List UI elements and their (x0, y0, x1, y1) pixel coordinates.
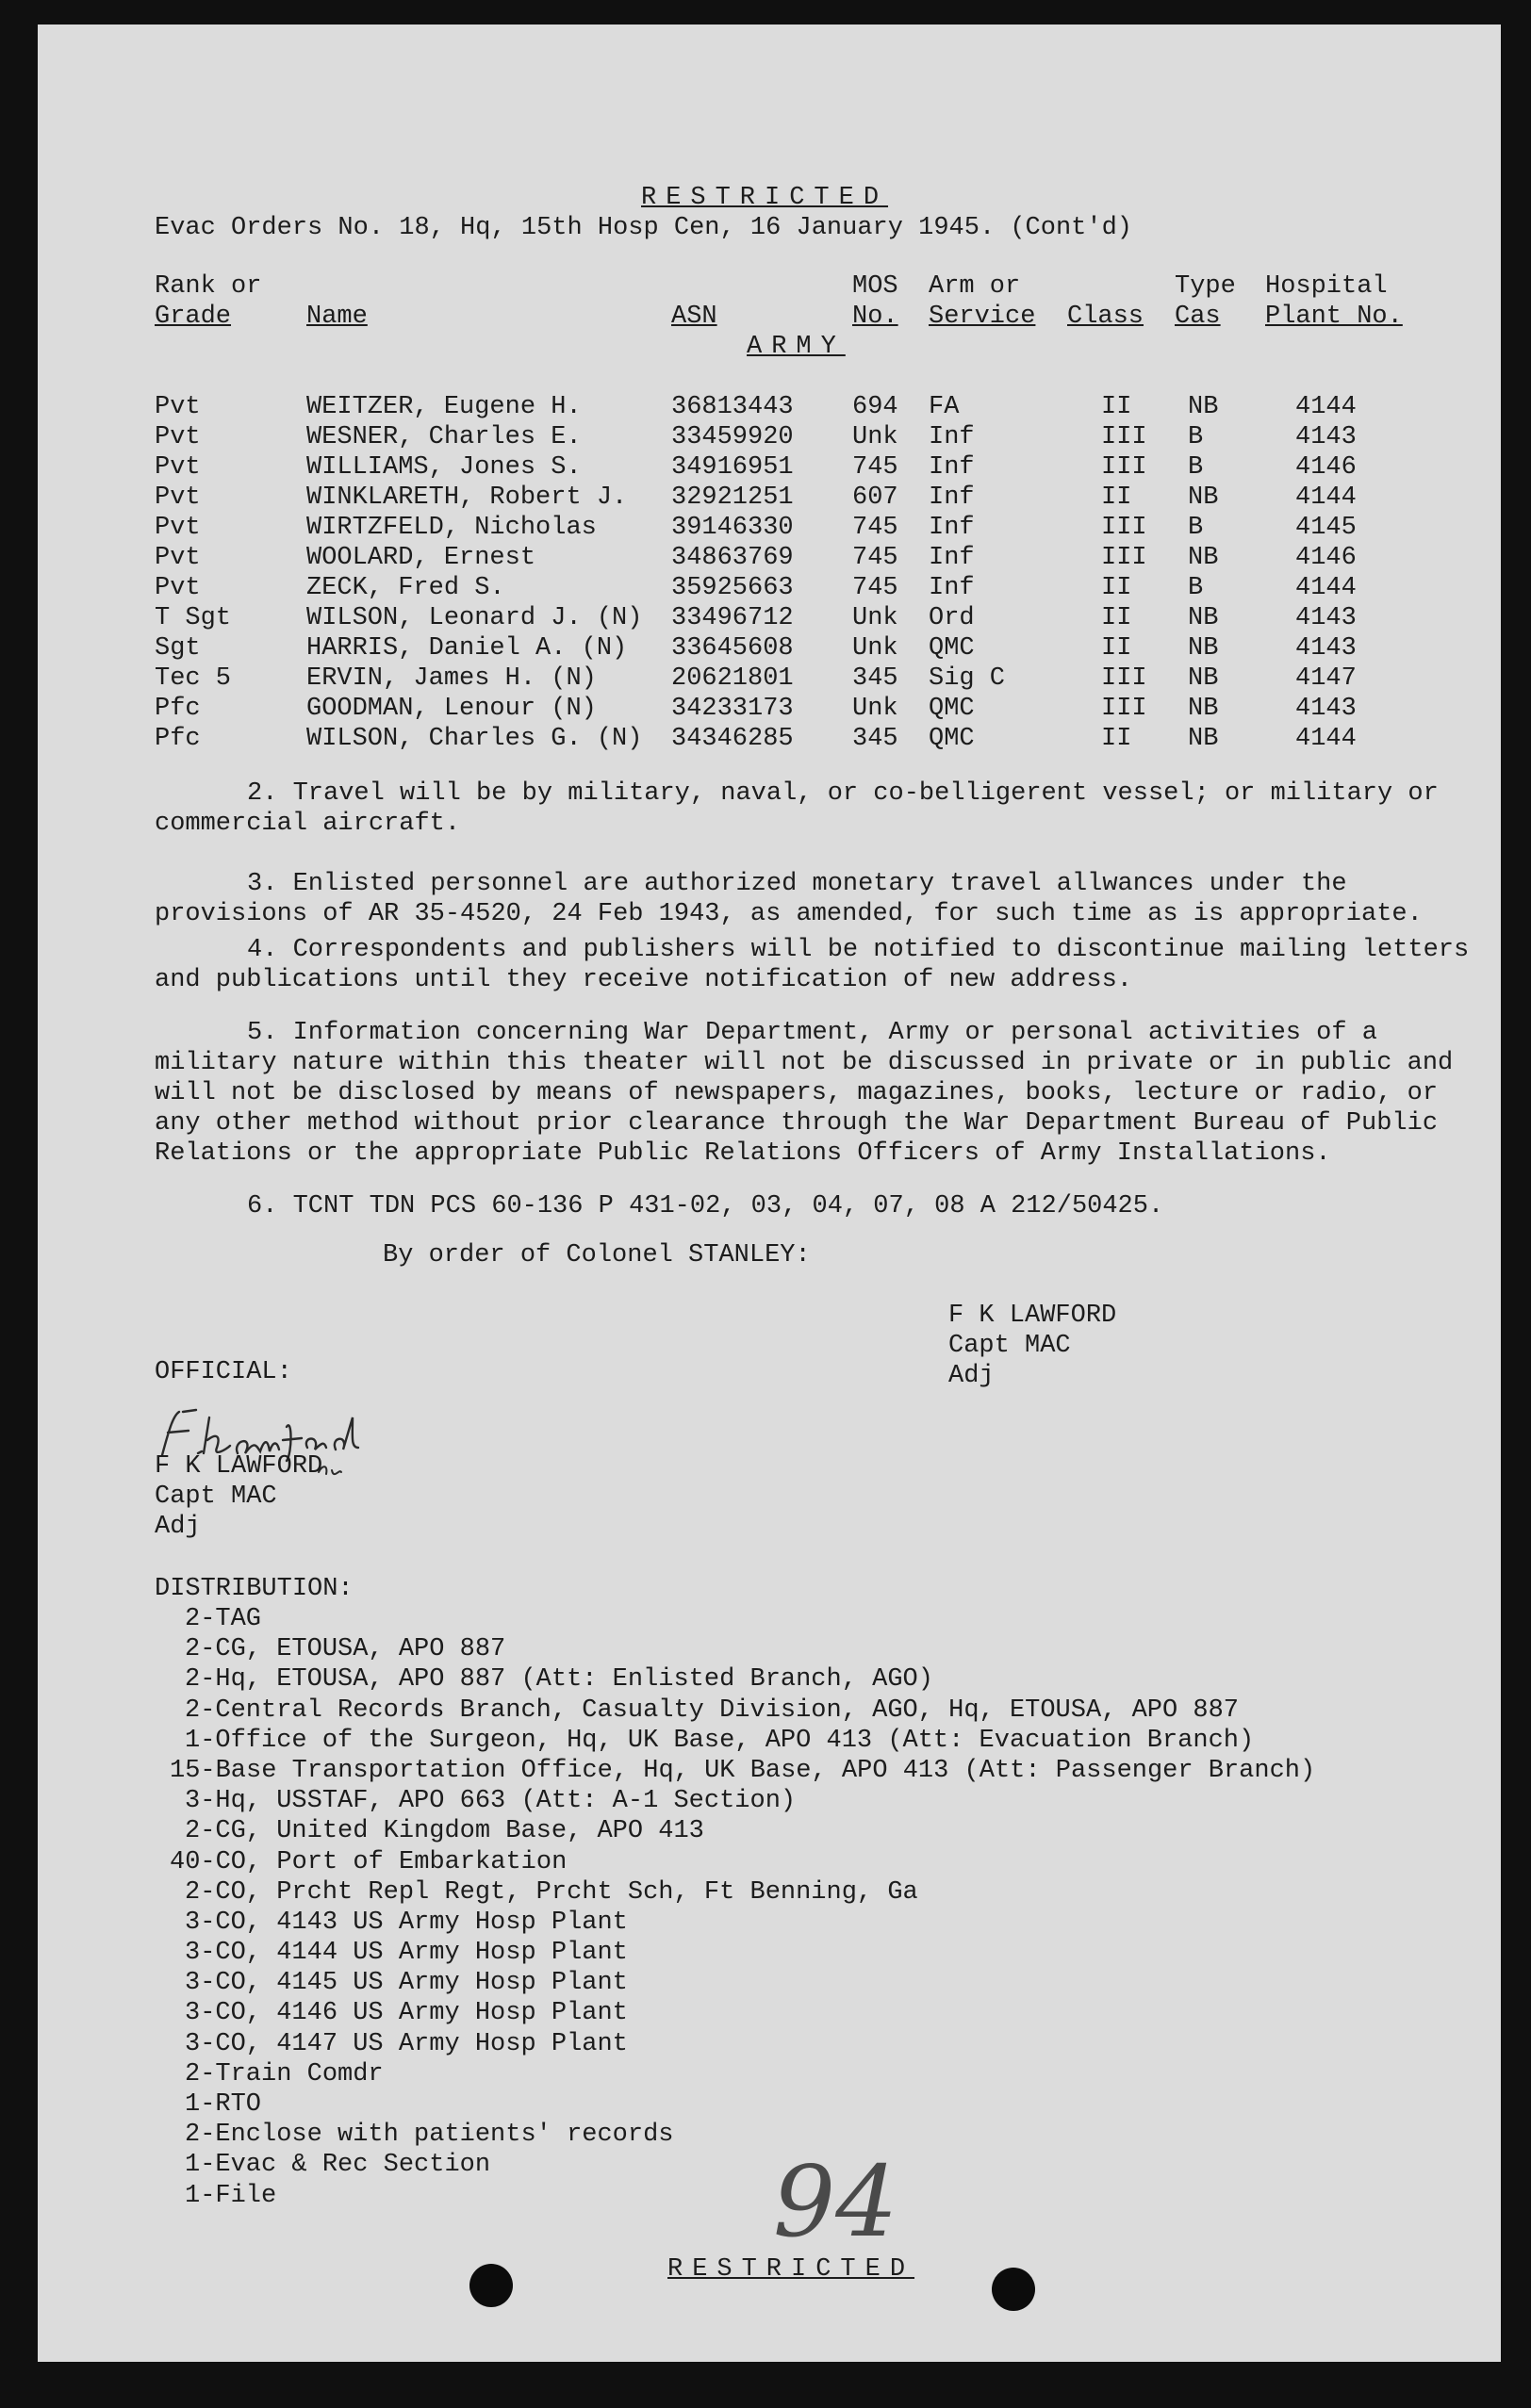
cell-type: B (1188, 574, 1204, 602)
distribution-item: 2-Hq, ETOUSA, APO 887 (Att: Enlisted Branch, AGO) (185, 1665, 933, 1695)
cell-mos: 745 (852, 453, 898, 482)
table-header-row1 (38, 271, 1501, 302)
cell-plant: 4147 (1295, 664, 1357, 693)
official-title: Adj (155, 1513, 201, 1541)
distribution-item: 3-CO, 4143 US Army Hosp Plant (185, 1908, 628, 1937)
cell-plant: 4144 (1295, 393, 1357, 421)
table-row (38, 694, 1501, 724)
distribution-item: 40-CO, Port of Embarkation (170, 1847, 568, 1876)
table-row (38, 724, 1501, 754)
cell-asn: 33459920 (671, 423, 794, 451)
signature-name: F K LAWFORD (948, 1302, 1117, 1330)
footer-classification: RESTRICTED (667, 2255, 915, 2284)
cell-asn: 33496712 (671, 604, 794, 632)
cell-asn: 39146330 (671, 514, 794, 542)
paragraph-5: 5. Information concerning War Department, Army or personal activities of a military nature within this theater will not be discussed in private or in public and will not be disclosed by means of newspapers, magazines, books, lecture or radio, or any other method without prior clearance through the War Department Bureau of Public Relations or the appropriate Public Relations Officers of Army Installations. (155, 1019, 1454, 1168)
cell-name: WILSON, Charles G. (N) (306, 725, 643, 753)
distribution-item: 3-CO, 4145 US Army Hosp Plant (185, 1969, 628, 1998)
cell-arm: Inf (929, 423, 975, 451)
cell-asn: 32921251 (671, 483, 794, 512)
cell-type: NB (1188, 664, 1219, 693)
cell-arm: FA (929, 393, 960, 421)
cell-name: WEITZER, Eugene H. (306, 393, 582, 421)
cell-arm: Inf (929, 574, 975, 602)
distribution-item: 1-Office of the Surgeon, Hq, UK Base, APO 413 (Att: Evacuation Branch) (185, 1726, 1255, 1755)
cell-rank: Pvt (155, 393, 201, 421)
header-cas: Cas (1175, 303, 1221, 331)
punch-hole-left (469, 2264, 513, 2307)
handwritten-page-number (773, 2151, 914, 2254)
cell-class: II (1101, 604, 1132, 632)
header-type: Type (1175, 272, 1236, 301)
cell-arm: Ord (929, 604, 975, 632)
cell-arm: QMC (929, 725, 975, 753)
cell-plant: 4144 (1295, 574, 1357, 602)
punch-hole-right (992, 2268, 1035, 2311)
cell-name: WILSON, Leonard J. (N) (306, 604, 643, 632)
cell-plant: 4146 (1295, 544, 1357, 572)
cell-mos: 745 (852, 544, 898, 572)
distribution-item: 2-Central Records Branch, Casualty Division, AGO, Hq, ETOUSA, APO 887 (185, 1695, 1239, 1725)
paragraph-6: 6. TCNT TDN PCS 60-136 P 431-02, 03, 04, 07, 08 A 212/50425. (247, 1192, 1164, 1220)
cell-mos: Unk (852, 634, 898, 663)
cell-class: III (1101, 695, 1147, 723)
cell-rank: Pvt (155, 453, 201, 482)
paragraph-3: 3. Enlisted personnel are authorized monetary travel allwances under the provisions of AR 35-4520, 24 Feb 1943, as amended, for such time as is appropriate. (155, 870, 1423, 928)
table-row (38, 573, 1501, 603)
cell-rank: Pvt (155, 514, 201, 542)
cell-mos: Unk (852, 604, 898, 632)
paragraph-2: 2. Travel will be by military, naval, or co-belligerent vessel; or military or commercial aircraft. (155, 779, 1439, 838)
table-row (38, 663, 1501, 694)
order-title: Evac Orders No. 18, Hq, 15th Hosp Cen, 16 January 1945. (Cont'd) (155, 214, 1132, 242)
cell-plant: 4145 (1295, 514, 1357, 542)
distribution-item: 1-RTO (185, 2090, 262, 2119)
cell-name: ZECK, Fred S. (306, 574, 505, 602)
distribution-item: 1-File (185, 2181, 277, 2210)
cell-asn: 34916951 (671, 453, 794, 482)
cell-mos: 345 (852, 725, 898, 753)
cell-class: II (1101, 725, 1132, 753)
cell-mos: 607 (852, 483, 898, 512)
cell-class: II (1101, 393, 1132, 421)
cell-plant: 4143 (1295, 695, 1357, 723)
cell-type: B (1188, 423, 1204, 451)
signature-title: Adj (948, 1362, 995, 1390)
distribution-item: 2-TAG (185, 1605, 262, 1633)
header-service: Service (929, 303, 1036, 331)
page-number-text: 94 (773, 2151, 898, 2254)
header-asn: ASN (671, 303, 717, 331)
header-class: Class (1067, 303, 1144, 331)
distribution-item: 2-Train Comdr (185, 2059, 384, 2089)
distribution-item: 2-CG, ETOUSA, APO 887 (185, 1635, 506, 1664)
table-row (38, 392, 1501, 422)
cell-asn: 34346285 (671, 725, 794, 753)
cell-arm: Inf (929, 514, 975, 542)
cell-plant: 4143 (1295, 634, 1357, 663)
cell-mos: 745 (852, 574, 898, 602)
cell-rank: Pvt (155, 544, 201, 572)
distribution-item: 1-Evac & Rec Section (185, 2151, 491, 2180)
cell-asn: 36813443 (671, 393, 794, 421)
cell-plant: 4143 (1295, 423, 1357, 451)
cell-type: NB (1188, 544, 1219, 572)
cell-name: WIRTZFELD, Nicholas (306, 514, 597, 542)
cell-rank: Pvt (155, 423, 201, 451)
cell-name: GOODMAN, Lenour (N) (306, 695, 597, 723)
cell-asn: 33645608 (671, 634, 794, 663)
cell-plant: 4146 (1295, 453, 1357, 482)
cell-type: NB (1188, 725, 1219, 753)
cell-mos: 745 (852, 514, 898, 542)
by-order-line: By order of Colonel STANLEY: (383, 1241, 811, 1270)
table-row (38, 543, 1501, 573)
table-row (38, 513, 1501, 543)
header-arm: Arm or (929, 272, 1021, 301)
distribution-item: 3-Hq, USSTAF, APO 663 (Att: A-1 Section) (185, 1787, 797, 1816)
table-header-row2 (38, 302, 1501, 332)
document-page (38, 25, 1501, 2362)
cell-rank: Tec 5 (155, 664, 232, 693)
official-name: F K LAWFORD (155, 1452, 323, 1481)
cell-class: III (1101, 453, 1147, 482)
cell-rank: Sgt (155, 634, 201, 663)
cell-plant: 4144 (1295, 483, 1357, 512)
signature-rank: Capt MAC (948, 1332, 1071, 1360)
paragraph-4: 4. Correspondents and publishers will be notified to discontinue mailing letters and publications until they receive notification of new address. (155, 936, 1470, 994)
cell-asn: 35925663 (671, 574, 794, 602)
cell-name: WESNER, Charles E. (306, 423, 582, 451)
distribution-item: 3-CO, 4147 US Army Hosp Plant (185, 2029, 628, 2058)
cell-rank: T Sgt (155, 604, 232, 632)
cell-rank: Pvt (155, 574, 201, 602)
cell-type: NB (1188, 634, 1219, 663)
cell-rank: Pfc (155, 695, 201, 723)
cell-arm: QMC (929, 695, 975, 723)
cell-mos: Unk (852, 695, 898, 723)
cell-arm: Inf (929, 483, 975, 512)
cell-class: III (1101, 423, 1147, 451)
table-row (38, 483, 1501, 513)
table-row (38, 603, 1501, 633)
cell-plant: 4143 (1295, 604, 1357, 632)
cell-class: III (1101, 544, 1147, 572)
section-label-army: ARMY (747, 333, 846, 361)
cell-class: II (1101, 483, 1132, 512)
cell-arm: Inf (929, 453, 975, 482)
cell-plant: 4144 (1295, 725, 1357, 753)
table-row (38, 452, 1501, 483)
cell-type: NB (1188, 483, 1219, 512)
header-classification: RESTRICTED (641, 184, 889, 212)
cell-arm: Inf (929, 544, 975, 572)
cell-mos: 694 (852, 393, 898, 421)
cell-arm: QMC (929, 634, 975, 663)
header-mos-no: No. (852, 303, 898, 331)
distribution-list (155, 1604, 1315, 2211)
distribution-item: 15-Base Transportation Office, Hq, UK Base, APO 413 (Att: Passenger Branch) (170, 1756, 1316, 1785)
header-mos: MOS (852, 272, 898, 301)
cell-type: NB (1188, 393, 1219, 421)
distribution-item: 3-CO, 4146 US Army Hosp Plant (185, 1999, 628, 2028)
cell-class: II (1101, 634, 1132, 663)
distribution-label: DISTRIBUTION: (155, 1575, 354, 1603)
cell-type: NB (1188, 604, 1219, 632)
cell-class: III (1101, 664, 1147, 693)
header-name: Name (306, 303, 368, 331)
header-plant: Hospital (1265, 272, 1388, 301)
header-grade: Grade (155, 303, 232, 331)
distribution-item: 2-Enclose with patients' records (185, 2121, 674, 2150)
header-plant-no: Plant No. (1265, 303, 1403, 331)
cell-name: HARRIS, Daniel A. (N) (306, 634, 628, 663)
official-label: OFFICIAL: (155, 1358, 292, 1386)
cell-name: ERVIN, James H. (N) (306, 664, 597, 693)
cell-name: WOOLARD, Ernest (306, 544, 536, 572)
cell-rank: Pvt (155, 483, 201, 512)
cell-type: B (1188, 514, 1204, 542)
header-rank: Rank or (155, 272, 262, 301)
cell-name: WILLIAMS, Jones S. (306, 453, 582, 482)
cell-asn: 34233173 (671, 695, 794, 723)
cell-class: III (1101, 514, 1147, 542)
cell-mos: 345 (852, 664, 898, 693)
cell-type: NB (1188, 695, 1219, 723)
cell-class: II (1101, 574, 1132, 602)
cell-arm: Sig C (929, 664, 1006, 693)
distribution-item: 3-CO, 4144 US Army Hosp Plant (185, 1939, 628, 1968)
table-row (38, 633, 1501, 663)
cell-type: B (1188, 453, 1204, 482)
table-row (38, 422, 1501, 452)
cell-name: WINKLARETH, Robert J. (306, 483, 628, 512)
cell-asn: 34863769 (671, 544, 794, 572)
cell-mos: Unk (852, 423, 898, 451)
official-rank: Capt MAC (155, 1482, 277, 1511)
cell-rank: Pfc (155, 725, 201, 753)
distribution-item: 2-CO, Prcht Repl Regt, Prcht Sch, Ft Benning, Ga (185, 1877, 918, 1907)
cell-asn: 20621801 (671, 664, 794, 693)
distribution-item: 2-CG, United Kingdom Base, APO 413 (185, 1817, 704, 1846)
